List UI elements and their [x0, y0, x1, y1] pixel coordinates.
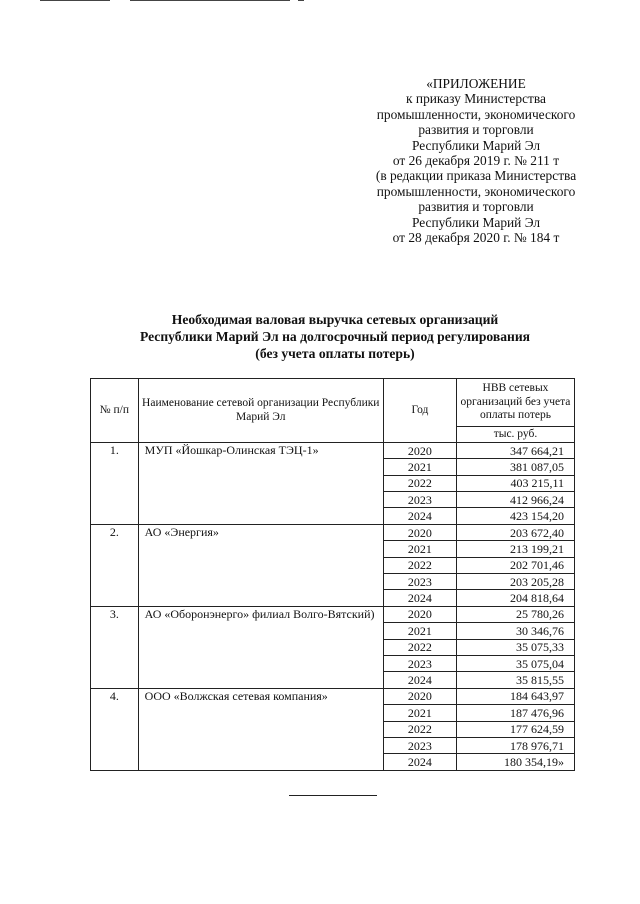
value-cell: 177 624,59 [456, 721, 574, 737]
table-row [91, 442, 575, 458]
value-cell: 347 664,21 [456, 442, 574, 458]
value-cell: 213 199,21 [456, 541, 574, 557]
year-cell: 2023 [383, 574, 456, 590]
year-cell: 2020 [383, 442, 456, 458]
title-line: Необходимая валовая выручка сетевых организаций [171, 312, 499, 327]
scan-edge-line [298, 0, 304, 1]
value-cell: 423 154,20 [456, 508, 574, 524]
document-title [90, 311, 580, 362]
value-cell: 35 815,55 [456, 672, 574, 688]
year-cell: 2022 [383, 475, 456, 491]
year-cell: 2021 [383, 705, 456, 721]
value-cell: 180 354,19» [456, 754, 574, 770]
year-cell: 2022 [383, 639, 456, 655]
value-cell: 203 672,40 [456, 524, 574, 540]
org-number: 4. [91, 688, 139, 770]
year-cell: 2021 [383, 541, 456, 557]
appendix-line: развития и торговли [418, 199, 534, 215]
org-number: 3. [91, 606, 139, 688]
year-cell: 2024 [383, 672, 456, 688]
value-cell: 204 818,64 [456, 590, 574, 606]
year-cell: 2022 [383, 721, 456, 737]
year-cell: 2024 [383, 754, 456, 770]
nvv-table [90, 378, 575, 771]
org-number: 2. [91, 524, 139, 606]
header-year: Год [383, 379, 456, 443]
year-cell: 2023 [383, 655, 456, 671]
year-cell: 2024 [383, 508, 456, 524]
scan-edge-line [40, 0, 110, 1]
table-row [91, 688, 575, 704]
title-line: Республики Марий Эл на долгосрочный период регулирования [139, 329, 531, 344]
table-header-row [91, 379, 575, 427]
appendix-line: промышленности, экономического [376, 106, 576, 122]
appendix-line: от 28 декабря 2020 г. № 184 т [392, 230, 560, 246]
year-cell: 2021 [383, 459, 456, 475]
value-cell: 412 966,24 [456, 492, 574, 508]
table-row [91, 606, 575, 622]
appendix-line: «ПРИЛОЖЕНИЕ [426, 76, 526, 91]
org-name: ООО «Волжская сетевая компания» [138, 688, 383, 770]
header-name: Наименование сетевой организации Республики Марий Эл [138, 379, 383, 443]
org-name: АО «Энергия» [138, 524, 383, 606]
appendix-line: к приказу Министерства [406, 91, 546, 107]
org-name: МУП «Йошкар-Олинская ТЭЦ-1» [138, 442, 383, 524]
header-value: НВВ сетевых организаций без учета оплаты потерь [456, 379, 574, 427]
value-cell: 30 346,76 [456, 623, 574, 639]
value-cell: 25 780,26 [456, 606, 574, 622]
year-cell: 2022 [383, 557, 456, 573]
value-cell: 203 205,28 [456, 574, 574, 590]
value-cell: 35 075,04 [456, 655, 574, 671]
year-cell: 2023 [383, 492, 456, 508]
appendix-block [318, 76, 634, 245]
value-cell: 381 087,05 [456, 459, 574, 475]
org-number: 1. [91, 442, 139, 524]
value-cell: 35 075,33 [456, 639, 574, 655]
year-cell: 2020 [383, 606, 456, 622]
appendix-line: от 26 декабря 2019 г. № 211 т [392, 153, 560, 169]
appendix-line: (в редакции приказа Министерства [375, 168, 577, 184]
appendix-line: промышленности, экономического [376, 183, 576, 199]
year-cell: 2023 [383, 737, 456, 753]
year-cell: 2020 [383, 688, 456, 704]
org-name: АО «Оборонэнерго» филиал Волго-Вятский) [138, 606, 383, 688]
value-cell: 202 701,46 [456, 557, 574, 573]
value-cell: 184 643,97 [456, 688, 574, 704]
appendix-line: развития и торговли [418, 122, 534, 138]
value-cell: 178 976,71 [456, 737, 574, 753]
title-line: (без учета оплаты потерь) [255, 346, 415, 361]
value-cell: 187 476,96 [456, 705, 574, 721]
appendix-line: Республики Марий Эл [411, 137, 541, 153]
value-cell: 403 215,11 [456, 475, 574, 491]
closing-rule [289, 795, 377, 796]
year-cell: 2024 [383, 590, 456, 606]
year-cell: 2021 [383, 623, 456, 639]
header-num: № п/п [91, 379, 139, 443]
header-unit: тыс. руб. [456, 426, 574, 442]
scan-edge-line [130, 0, 290, 1]
table-row [91, 524, 575, 540]
appendix-line: Республики Марий Эл [411, 214, 541, 230]
year-cell: 2020 [383, 524, 456, 540]
